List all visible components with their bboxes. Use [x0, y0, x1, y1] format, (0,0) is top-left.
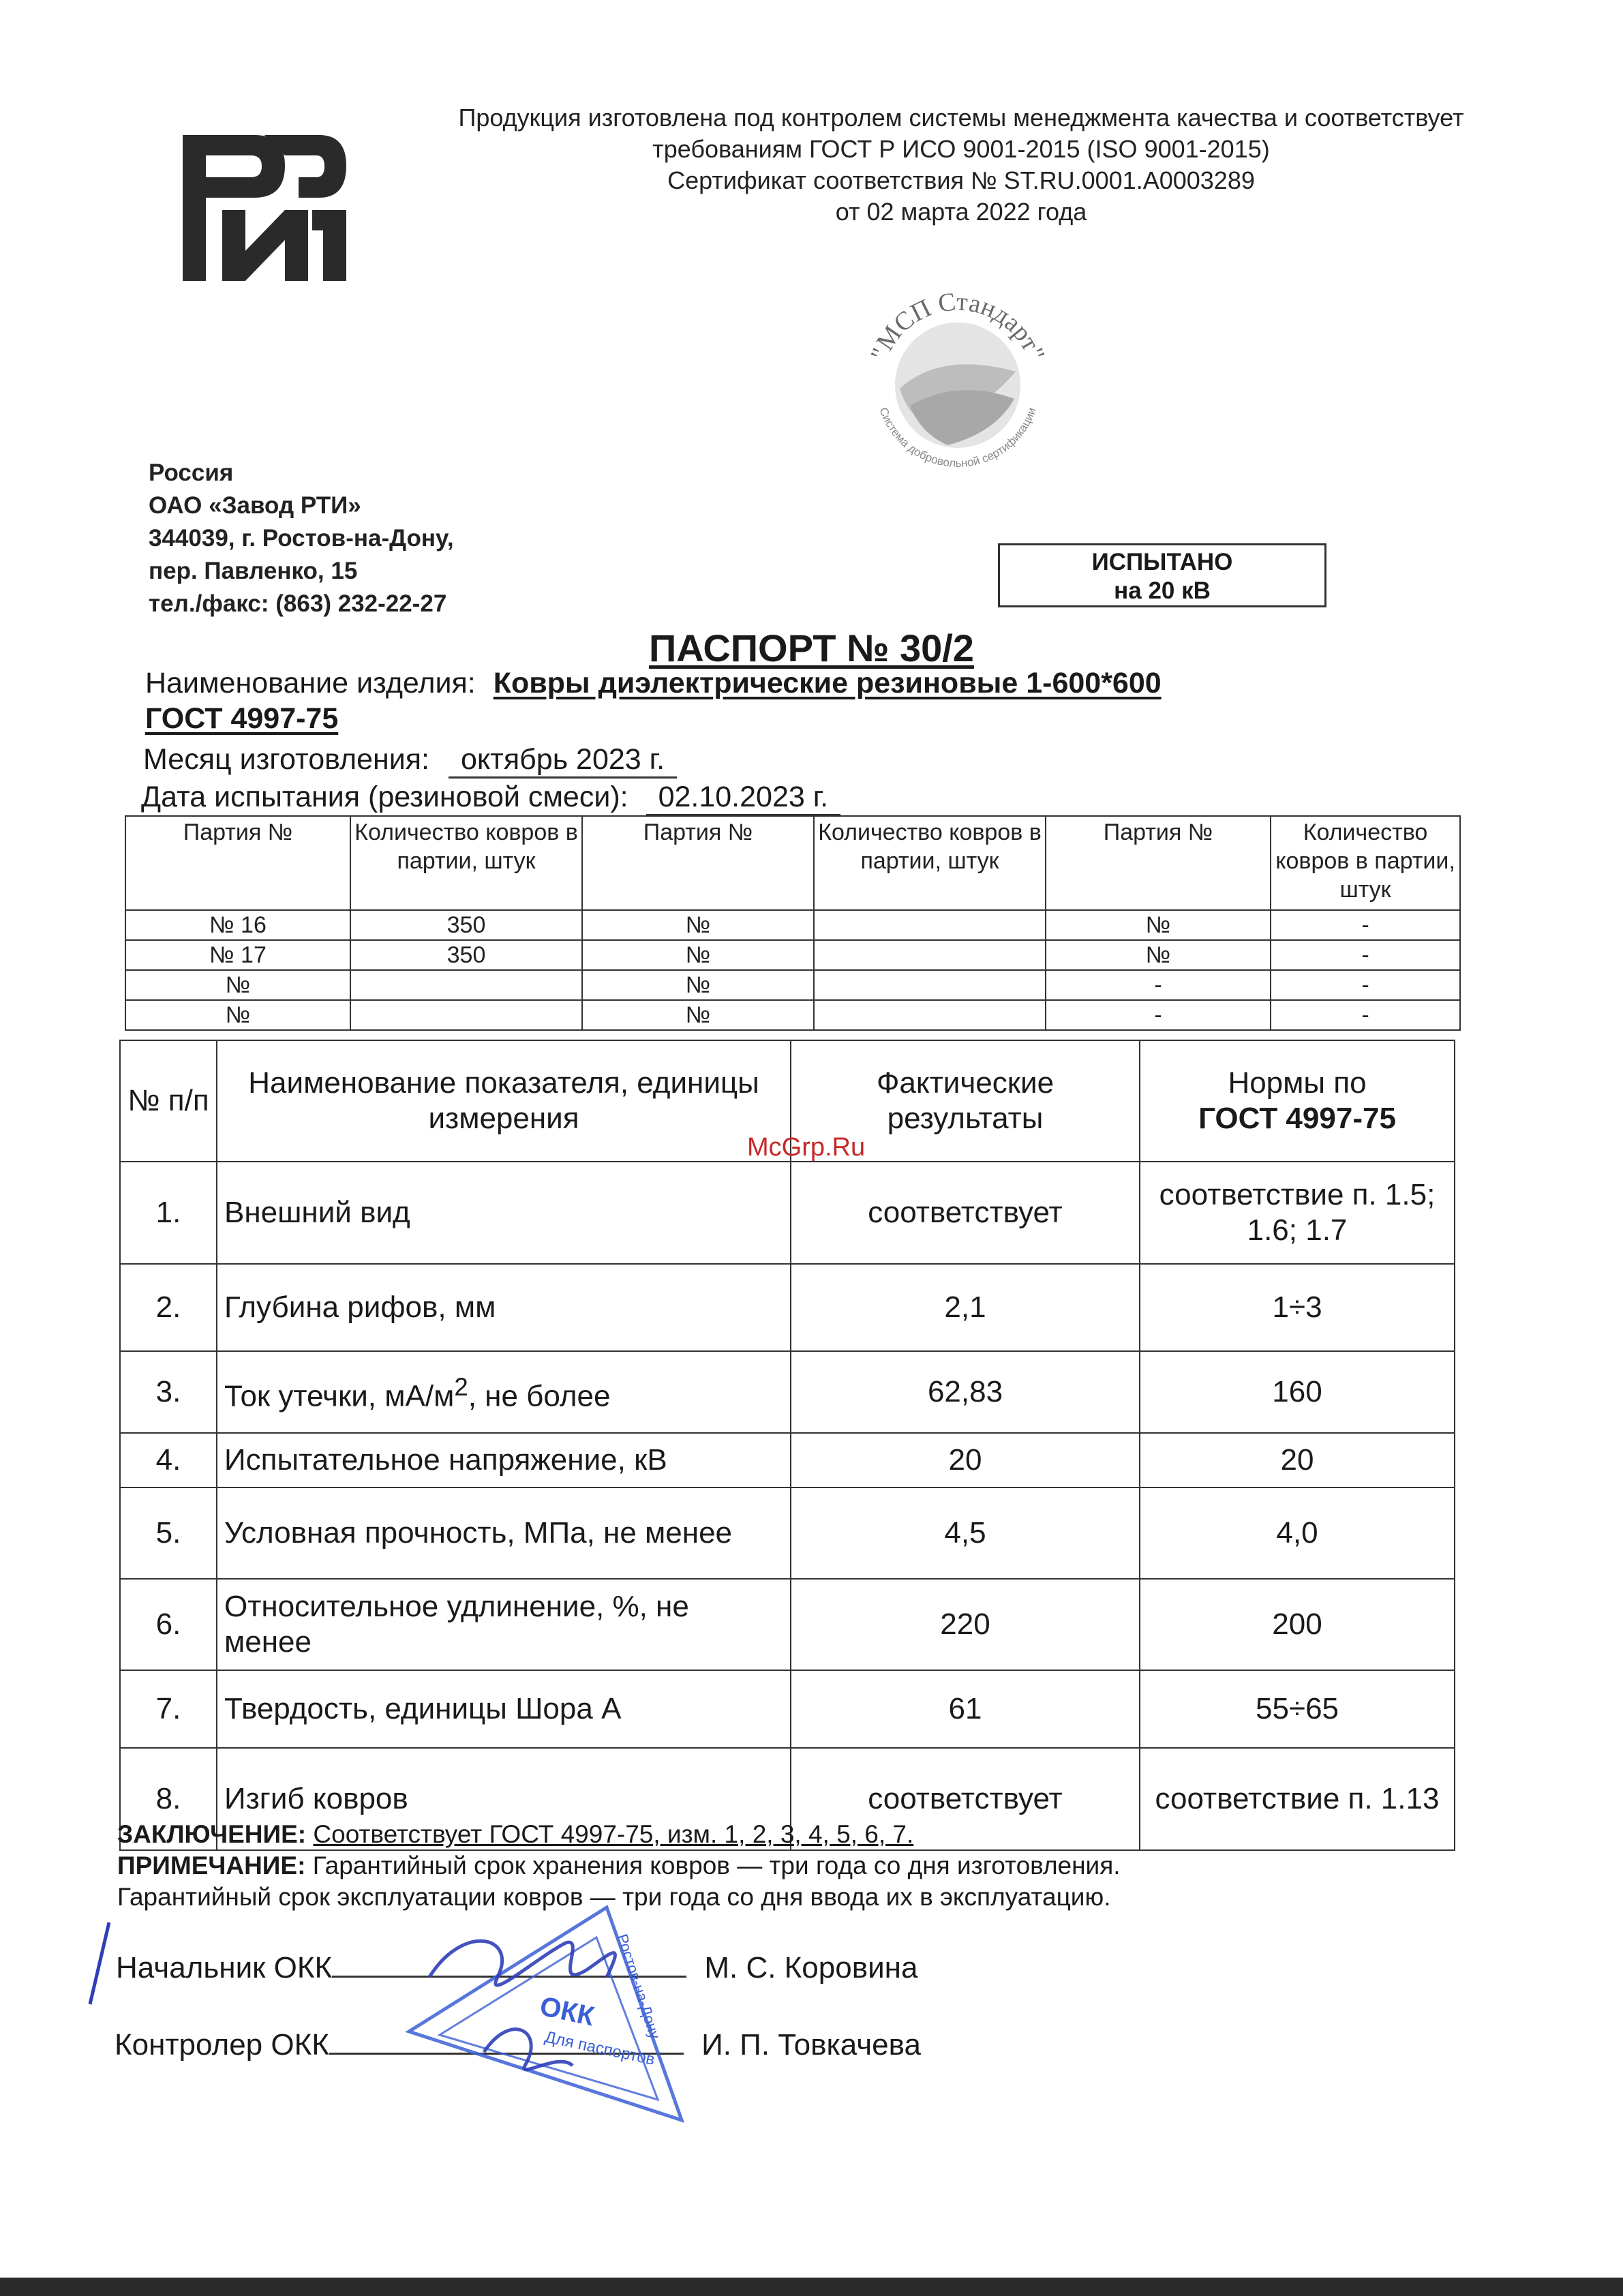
batch-cell: - — [1271, 940, 1460, 970]
msp-standard-stamp — [845, 269, 1070, 494]
watermark: McGrp.Ru — [747, 1133, 866, 1162]
company-name: ОАО «Завод РТИ» — [149, 492, 361, 519]
note-label: ПРИМЕЧАНИЕ: — [117, 1852, 306, 1879]
note-text-2: Гарантийный срок эксплуатации ковров — три года со дня ввода их в эксплуатацию. — [117, 1883, 1111, 1911]
batch-cell — [814, 910, 1046, 940]
header-norm-line-1: Нормы по — [1228, 1066, 1367, 1100]
okk-stamp-purpose: Для паспортов — [543, 2027, 657, 2070]
row-num: 7. — [120, 1670, 217, 1748]
row-norm: 4,0 — [1140, 1487, 1455, 1579]
row-name: Условная прочность, МПа, не менее — [217, 1487, 791, 1579]
row-fact: 220 — [791, 1579, 1140, 1670]
conclusion-text: Соответствует ГОСТ 4997-75, изм. 1, 2, 3, 4, 5, 6, 7. — [313, 1820, 914, 1848]
batch-cell: 350 — [350, 940, 582, 970]
row-fact: соответствует — [791, 1162, 1140, 1264]
row-name-suffix: , не более — [468, 1379, 611, 1413]
row-num: 8. — [120, 1748, 217, 1850]
batch-cell — [814, 1000, 1046, 1030]
cert-line-4: от 02 марта 2022 года — [835, 198, 1087, 226]
batch-cell: № 16 — [125, 910, 350, 940]
header-norm — [1140, 1040, 1455, 1162]
batch-header-cell: Партия № — [582, 816, 814, 910]
row-name: Внешний вид — [217, 1162, 791, 1264]
row-norm: 160 — [1140, 1351, 1455, 1433]
row-name: Относительное удлинение, %, не менее — [217, 1579, 791, 1670]
results-row — [120, 1487, 1455, 1579]
batch-header-row — [125, 816, 1460, 910]
row-name: Изгиб ковров — [217, 1748, 791, 1850]
batch-header-cell: Количество ковров в партии, штук — [350, 816, 582, 910]
row-norm: 1÷3 — [1140, 1264, 1455, 1351]
row-fact: 20 — [791, 1433, 1140, 1487]
batch-row — [125, 940, 1460, 970]
batch-cell: № — [1046, 910, 1271, 940]
row-num: 6. — [120, 1579, 217, 1670]
row-name: Глубина рифов, мм — [217, 1264, 791, 1351]
product-line — [145, 667, 1162, 700]
note-text: Гарантийный срок хранения ковров — три года со дня изготовления. — [312, 1852, 1121, 1879]
row-name-superscript: 2 — [454, 1373, 468, 1402]
header-fact: Фактические результаты — [791, 1040, 1140, 1162]
row-norm: соответствие п. 1.13 — [1140, 1748, 1455, 1850]
batch-cell — [814, 940, 1046, 970]
results-row — [120, 1162, 1455, 1264]
conclusion-label: ЗАКЛЮЧЕНИЕ: — [117, 1820, 307, 1848]
cert-line-2: требованиям ГОСТ Р ИСО 9001-2015 (ISO 9001-2015) — [652, 135, 1270, 163]
batch-cell: - — [1271, 970, 1460, 1000]
batch-cell: № — [1046, 940, 1271, 970]
cert-line-3: Сертификат соответствия № ST.RU.0001.A0003289 — [667, 166, 1255, 194]
batch-cell — [350, 1000, 582, 1030]
manufacture-line — [143, 743, 677, 779]
row-num: 1. — [120, 1162, 217, 1264]
company-logo — [183, 135, 346, 281]
conclusion-line — [117, 1819, 1121, 1850]
test-date-value: 02.10.2023 г. — [646, 781, 841, 816]
head-label: Начальник ОКК — [116, 1951, 333, 1984]
cert-line-1: Продукция изготовлена под контролем системы менеджмента качества и соответствует — [458, 104, 1464, 132]
row-name: Твердость, единицы Шора А — [217, 1670, 791, 1748]
okk-stamp-label: ОКК — [537, 1991, 597, 2032]
company-phone: тел./факс: (863) 232-22-27 — [149, 590, 447, 617]
note-line — [117, 1850, 1121, 1882]
batch-cell: № — [125, 1000, 350, 1030]
msp-stamp-ring-text: Система добровольной сертификации — [877, 406, 1039, 470]
company-country: Россия — [149, 459, 234, 486]
batch-cell: - — [1271, 910, 1460, 940]
test-date-label: Дата испытания (резиновой смеси): — [141, 781, 628, 813]
batch-cell: № — [582, 940, 814, 970]
row-num: 4. — [120, 1433, 217, 1487]
manufacture-value: октябрь 2023 г. — [449, 743, 677, 779]
row-fact: соответствует — [791, 1748, 1140, 1850]
test-date-line — [141, 781, 840, 816]
company-street: пер. Павленко, 15 — [149, 558, 358, 584]
row-name: Испытательное напряжение, кВ — [217, 1433, 791, 1487]
batch-cell: - — [1046, 970, 1271, 1000]
row-name-text: Ток утечки, мА/м — [224, 1379, 455, 1413]
batch-cell — [350, 970, 582, 1000]
batch-header-cell: Количество ковров в партии, штук — [814, 816, 1046, 910]
batch-cell: № 17 — [125, 940, 350, 970]
company-address — [149, 457, 454, 620]
batch-header-cell: Партия № — [125, 816, 350, 910]
header-norm-line-2: ГОСТ 4997-75 — [1198, 1102, 1396, 1135]
batch-row — [125, 1000, 1460, 1030]
msp-stamp-name: "МСП Стандарт" — [865, 287, 1050, 365]
batch-row — [125, 910, 1460, 940]
row-norm: 200 — [1140, 1579, 1455, 1670]
controller-label: Контролер ОКК — [115, 2028, 329, 2061]
certification-header — [382, 102, 1541, 228]
batch-cell: № — [125, 970, 350, 1000]
company-city: 344039, г. Ростов-на-Дону, — [149, 525, 454, 552]
batch-cell: № — [582, 1000, 814, 1030]
header-name: Наименование показателя, единицы измерения — [217, 1040, 791, 1162]
results-row — [120, 1433, 1455, 1487]
tested-box — [998, 543, 1326, 607]
passport-title: ПАСПОРТ № 30/2 — [649, 626, 974, 669]
row-fact: 61 — [791, 1670, 1140, 1748]
okk-stamp-city: Ростов-на-Дону — [613, 1931, 664, 2041]
product-standard: ГОСТ 4997-75 — [145, 702, 339, 735]
batch-cell: 350 — [350, 910, 582, 940]
row-num: 5. — [120, 1487, 217, 1579]
batch-cell: - — [1046, 1000, 1271, 1030]
batch-header-cell: Количество ковров в партии, штук — [1271, 816, 1460, 910]
row-name — [217, 1351, 791, 1433]
row-norm: 55÷65 — [1140, 1670, 1455, 1748]
batch-table — [125, 815, 1461, 1031]
row-num: 2. — [120, 1264, 217, 1351]
batch-row — [125, 970, 1460, 1000]
signature-tick-mark — [82, 1919, 123, 2008]
head-name: М. С. Коровина — [704, 1951, 918, 1984]
tested-line-2: на 20 кВ — [1114, 577, 1211, 604]
okk-stamp — [382, 1895, 709, 2127]
results-row — [120, 1264, 1455, 1351]
scan-bottom-edge — [0, 2278, 1623, 2296]
results-row — [120, 1579, 1455, 1670]
header-num: № п/п — [120, 1040, 217, 1162]
batch-cell: № — [582, 970, 814, 1000]
product-value: Ковры диэлектрические резиновые 1-600*600 — [493, 667, 1162, 699]
manufacture-label: Месяц изготовления: — [143, 743, 430, 776]
tested-line-1: ИСПЫТАНО — [1091, 549, 1233, 575]
results-row — [120, 1351, 1455, 1433]
batch-cell: № — [582, 910, 814, 940]
row-fact: 62,83 — [791, 1351, 1140, 1433]
row-num: 3. — [120, 1351, 217, 1433]
batch-header-cell: Партия № — [1046, 816, 1271, 910]
row-norm: 20 — [1140, 1433, 1455, 1487]
batch-cell — [814, 970, 1046, 1000]
product-label: Наименование изделия: — [145, 667, 476, 699]
controller-name: И. П. Товкачева — [701, 2028, 921, 2061]
row-fact: 2,1 — [791, 1264, 1140, 1351]
row-norm: соответствие п. 1.5; 1.6; 1.7 — [1140, 1162, 1455, 1264]
row-fact: 4,5 — [791, 1487, 1140, 1579]
results-row — [120, 1670, 1455, 1748]
batch-cell: - — [1271, 1000, 1460, 1030]
